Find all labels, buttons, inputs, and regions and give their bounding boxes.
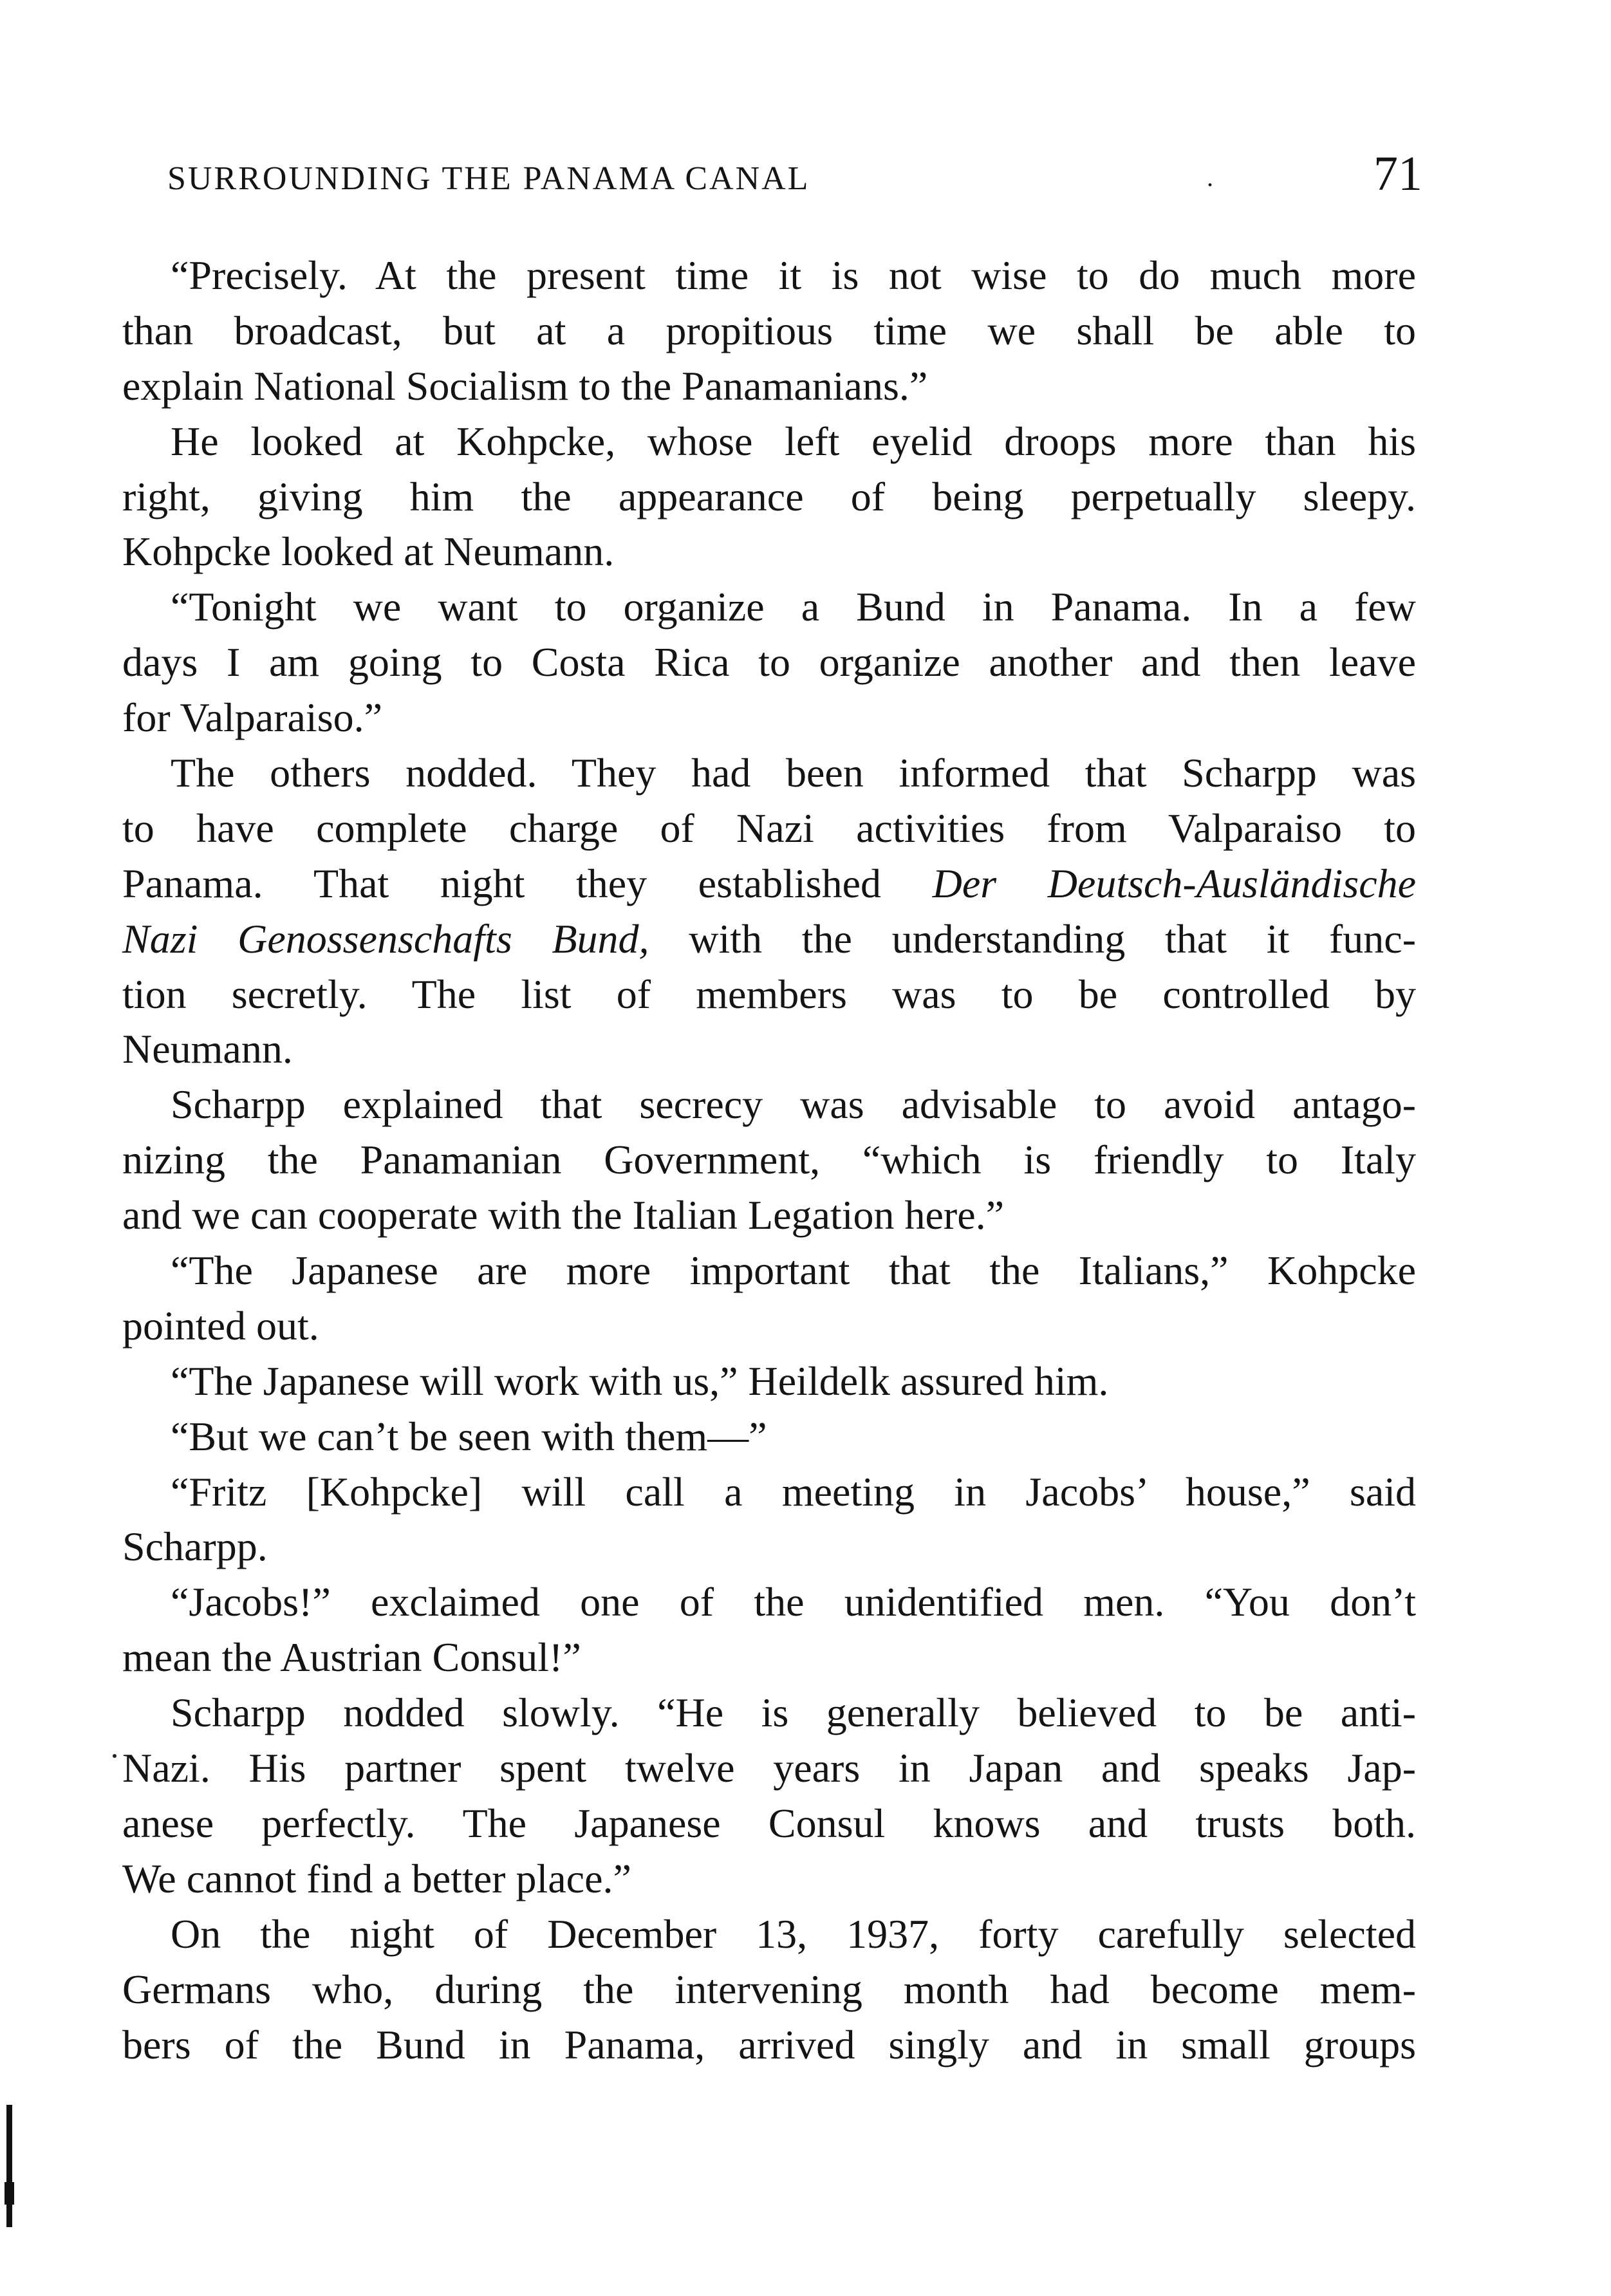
italic-bund-name: Der Deutsch-Ausländische (932, 860, 1417, 906)
running-title: SURROUNDING THE PANAMA CANAL (167, 160, 810, 197)
text-line: nizing the Panamanian Government, “which is friendly to Italy (122, 1137, 1416, 1183)
text-line: “The Japanese are more important that the Italians,” Kohpcke (171, 1247, 1416, 1294)
running-header (167, 148, 1422, 206)
header-separator: . (1207, 163, 1213, 192)
text-line: for Valparaiso.” (122, 695, 382, 741)
text-line: to have complete charge of Nazi activities from Valparaiso to (122, 805, 1416, 851)
text-line: Nazi. His partner spent twelve years in Japan and speaks Jap- (122, 1745, 1416, 1791)
text-line: Kohpcke looked at Neumann. (122, 528, 615, 575)
text-line: anese perfectly. The Japanese Consul knows and trusts both. (122, 1800, 1416, 1846)
text-segment: Panama. That night they established (122, 860, 933, 906)
text-line: pointed out. (122, 1302, 319, 1349)
text-line: “Jacobs!” exclaimed one of the unidentified men. “You don’t (171, 1579, 1416, 1625)
text-line: bers of the Bund in Panama, arrived singly and in small groups (122, 2021, 1416, 2067)
text-line: Scharpp explained that secrecy was advisable to avoid antago- (171, 1081, 1416, 1128)
text-line: “Fritz [Kohpcke] will call a meeting in Jacobs’ house,” said (171, 1468, 1416, 1515)
text-line: Scharpp nodded slowly. “He is generally believed to be anti- (171, 1690, 1416, 1736)
binding-edge-mark (6, 2105, 12, 2227)
text-line: tion secretly. The list of members was to be controlled by (122, 971, 1416, 1017)
text-line: “The Japanese will work with us,” Heildelk assured him. (171, 1358, 1109, 1404)
text-line: right, giving him the appearance of being perpetually sleepy. (122, 473, 1416, 519)
text-line: He looked at Kohpcke, whose left eyelid droops more than his (171, 418, 1416, 464)
text-line: Neumann. (122, 1026, 293, 1072)
margin-speck (113, 1754, 116, 1758)
text-line: Scharpp. (122, 1524, 268, 1570)
text-line: “But we can’t be seen with them—” (171, 1413, 767, 1459)
text-line: “Precisely. At the present time it is not wise to do much more (171, 252, 1416, 298)
text-line: than broadcast, but at a propitious time we shall be able to (122, 307, 1416, 353)
text-line: and we can cooperate with the Italian Legation here.” (122, 1192, 1004, 1238)
text-line: mean the Austrian Consul!” (122, 1634, 581, 1681)
text-segment: with the understanding that it func- (649, 915, 1417, 962)
text-line: Germans who, during the intervening month had become mem- (122, 1966, 1416, 2012)
text-line: We cannot find a better place.” (122, 1855, 631, 1901)
text-line (122, 911, 1416, 967)
text-line: On the night of December 13, 1937, forty carefully selected (171, 1910, 1416, 1957)
page-number: 71 (1374, 147, 1422, 201)
text-line: explain National Socialism to the Panamanians.” (122, 362, 928, 409)
text-line: days I am going to Costa Rica to organize another and then leave (122, 639, 1416, 686)
italic-bund-name-cont: Nazi Genossenschafts Bund, (122, 915, 649, 962)
text-line: The others nodded. They had been informed that Scharpp was (171, 750, 1416, 796)
text-line: “Tonight we want to organize a Bund in Panama. In a few (171, 584, 1416, 630)
text-line (122, 856, 1416, 911)
body-text (122, 248, 1416, 2072)
